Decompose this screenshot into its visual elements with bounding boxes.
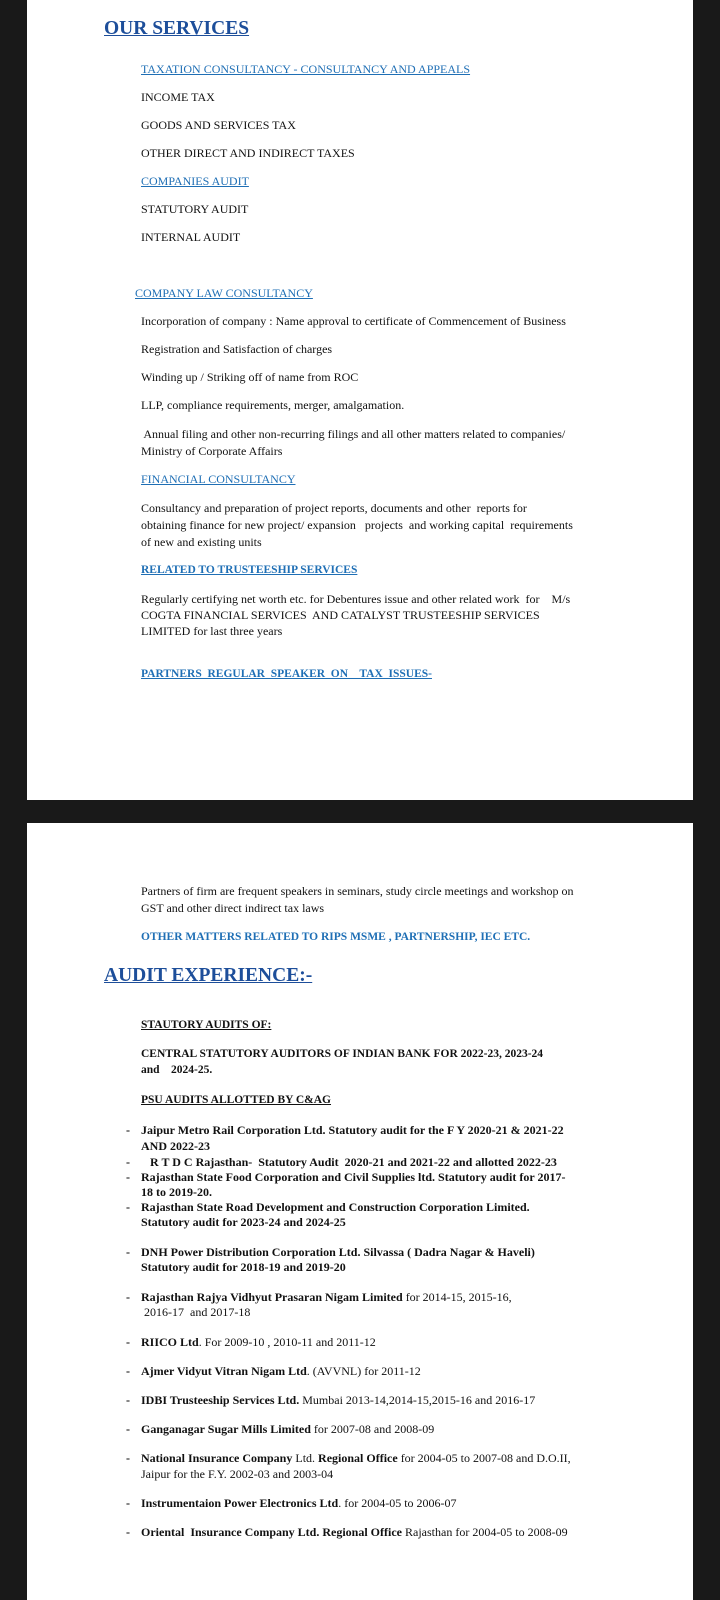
psu-audit-line [141,1421,434,1438]
audit-period: 2016-17 and 2017-18 [141,1305,251,1319]
office-name: Regional Office [318,1451,398,1465]
client-name: Oriental Insurance Company Ltd. Regional Office [141,1525,402,1539]
central-auditor-line: and 2024-25. [141,1064,213,1076]
service-item: GOODS AND SERVICES TAX [141,118,296,132]
psu-audit-line: AND 2022-23 [141,1139,210,1153]
bullet-marker: - [126,1422,130,1436]
speaker-heading: PARTNERS REGULAR SPEAKER ON TAX ISSUES- [141,668,432,680]
trusteeship-line: COGTA FINANCIAL SERVICES AND CATALYST TRUSTEESHIP SERVICES [141,608,540,622]
financial-line: of new and existing units [141,535,262,549]
service-item: Registration and Satisfaction of charges [141,342,333,356]
bullet-marker: - [126,1245,130,1259]
audit-period: for 2004-05 to 2007-08 and D.O.II, [397,1451,571,1465]
bullet-marker: - [126,1123,130,1137]
audit-period: Mumbai 2013-14,2014-15,2015-16 and 2016-17 [299,1393,536,1407]
bullet-marker: - [126,1200,130,1214]
speaker-line: GST and other direct indirect tax laws [141,901,325,915]
psu-audit-line: Rajasthan State Road Development and Construction Corporation Limited. [141,1200,530,1214]
trusteeship-heading: RELATED TO TRUSTEESHIP SERVICES [141,564,358,576]
psu-audit-line [141,1392,535,1409]
statutory-audits-heading: STAUTORY AUDITS OF: [141,1019,272,1031]
bullet-marker: - [126,1364,130,1378]
other-matters-heading: OTHER MATTERS RELATED TO RIPS MSME , PARTNERSHIP, IEC ETC. [141,931,531,943]
psu-audit-line: Jaipur Metro Rail Corporation Ltd. Statutory audit for the F Y 2020-21 & 2021-22 [141,1123,564,1137]
audit-period: for 2014-15, 2015-16, [402,1290,512,1304]
bullet-marker: - [126,1525,130,1539]
audit-period: for 2007-08 and 2008-09 [310,1422,435,1436]
psu-audit-line: Statutory audit for 2023-24 and 2024-25 [141,1215,346,1229]
bullet-marker: - [126,1496,130,1510]
bullet-marker: - [126,1170,130,1184]
service-item: Ministry of Corporate Affairs [141,444,283,458]
service-item: LLP, compliance requirements, merger, amalgamation. [141,398,405,412]
psu-audit-line: R T D C Rajasthan- Statutory Audit 2020-21 and 2021-22 and allotted 2022-23 [141,1155,557,1169]
client-name: RIICO Ltd [141,1335,199,1349]
service-item: Incorporation of company : Name approval to certificate of Commencement of Business [141,314,566,328]
central-auditor-line: CENTRAL STATUTORY AUDITORS OF INDIAN BANK FOR 2022-23, 2023-24 [141,1048,544,1060]
service-item: Winding up / Striking off of name from ROC [141,370,359,384]
client-name: National Insurance Company [141,1451,293,1465]
trusteeship-line: Regularly certifying net worth etc. for Debentures issue and other related work for M/s [141,592,571,606]
psu-audit-line: DNH Power Distribution Corporation Ltd. Silvassa ( Dadra Nagar & Haveli) [141,1245,535,1259]
service-item: STATUTORY AUDIT [141,202,249,216]
audit-period: . (AVVNL) for 2011-12 [306,1364,421,1378]
companies-audit-heading: COMPANIES AUDIT [141,174,249,188]
service-item: Annual filing and other non-recurring filings and all other matters related to companies/ [141,427,566,441]
client-name: Ajmer Vidyut Vitran Nigam Ltd [141,1364,307,1378]
psu-audit-line [141,1304,250,1321]
bullet-marker: - [126,1335,130,1349]
company-law-heading: COMPANY LAW CONSULTANCY [135,286,313,300]
client-name: Rajasthan Rajya Vidhyut Prasaran Nigam Limited [141,1290,403,1304]
financial-line: Consultancy and preparation of project reports, documents and other reports for [141,501,527,515]
bullet-marker: - [126,1155,130,1169]
speaker-line: Partners of firm are frequent speakers in seminars, study circle meetings and workshop on [141,884,574,898]
financial-heading: FINANCIAL CONSULTANCY [141,472,296,486]
bullet-marker: - [126,1451,130,1465]
psu-audit-line: 18 to 2019-20. [141,1185,212,1199]
audit-period: Rajasthan for 2004-05 to 2008-09 [402,1525,568,1539]
service-item: INTERNAL AUDIT [141,230,241,244]
audit-experience-heading: AUDIT EXPERIENCE:- [104,965,313,986]
psu-audit-line [141,1450,571,1467]
psu-audit-line [141,1495,457,1512]
taxation-heading: TAXATION CONSULTANCY - CONSULTANCY AND APPEALS [141,62,471,76]
psu-audit-line [141,1466,333,1483]
audit-period: . for 2004-05 to 2006-07 [338,1496,457,1510]
client-name: IDBI Trusteeship Services Ltd. [141,1393,300,1407]
financial-line: obtaining finance for new project/ expansion projects and working capital requirements [141,518,573,532]
client-name: Ganganagar Sugar Mills Limited [141,1422,311,1436]
document-page-2 [27,823,693,1600]
psu-audit-line: Statutory audit for 2018-19 and 2019-20 [141,1260,346,1274]
audit-detail: Ltd. [292,1451,319,1465]
psu-audit-line: Rajasthan State Food Corporation and Civil Supplies ltd. Statutory audit for 2017- [141,1170,566,1184]
document-page-1 [27,0,693,800]
psu-audit-line [141,1524,568,1541]
psu-audit-line [141,1334,376,1351]
psu-audit-line [141,1363,421,1380]
audit-period: Jaipur for the F.Y. 2002-03 and 2003-04 [141,1467,334,1481]
psu-audits-heading: PSU AUDITS ALLOTTED BY C&AG [141,1094,332,1106]
bullet-marker: - [126,1290,130,1304]
audit-period: . For 2009-10 , 2010-11 and 2011-12 [198,1335,376,1349]
bullet-marker: - [126,1393,130,1407]
our-services-heading: OUR SERVICES [104,18,250,39]
trusteeship-line: LIMITED for last three years [141,624,283,638]
service-item: OTHER DIRECT AND INDIRECT TAXES [141,146,355,160]
service-item: INCOME TAX [141,90,215,104]
client-name: Instrumentaion Power Electronics Ltd [141,1496,339,1510]
